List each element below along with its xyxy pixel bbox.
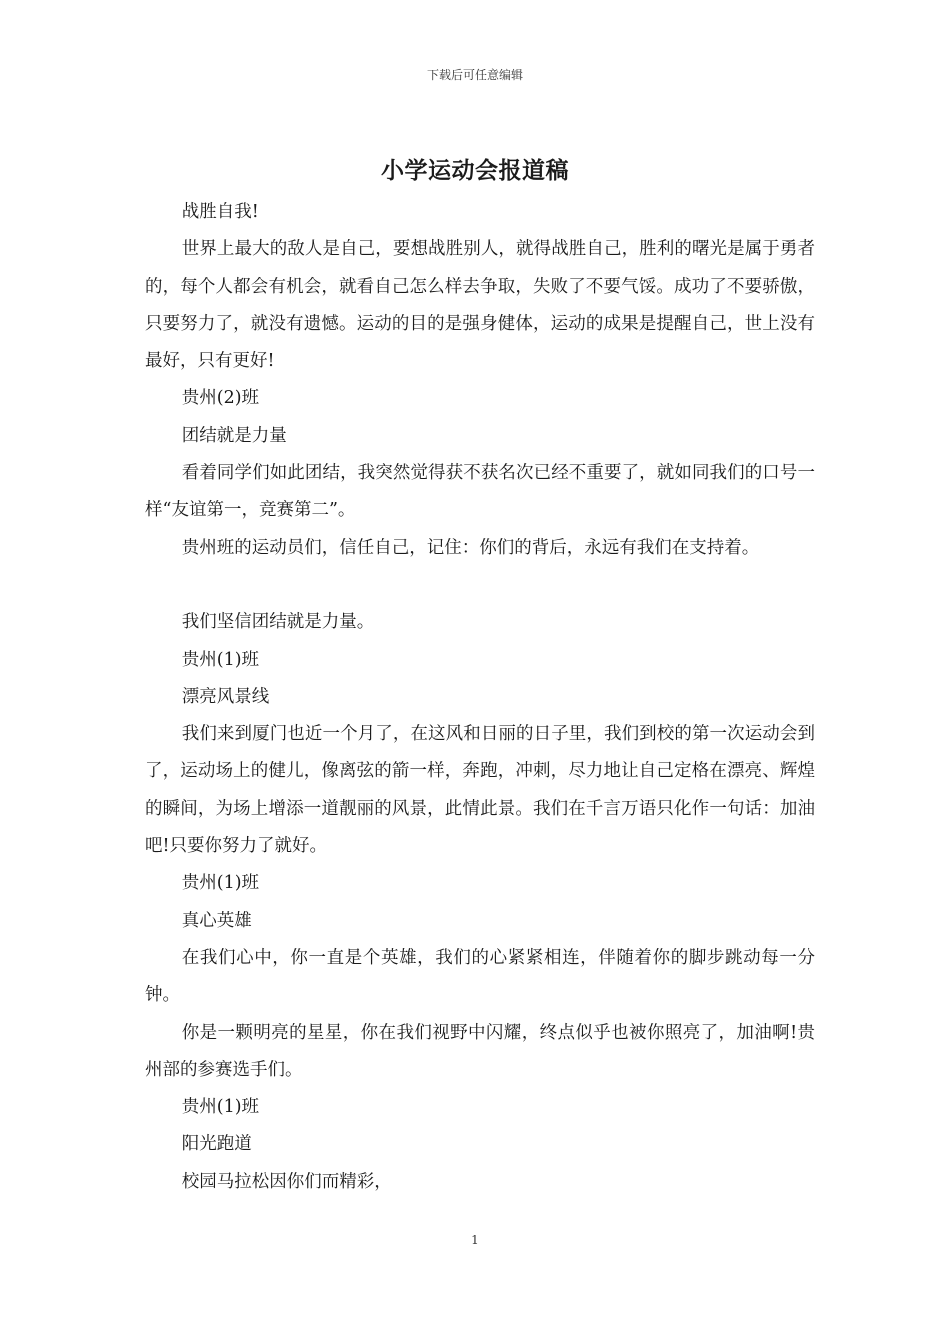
paragraph: 看着同学们如此团结，我突然觉得获不获名次已经不重要了，就如同我们的口号一样“友谊第一，竞赛第二”。: [145, 463, 815, 521]
paragraph: 战胜自我!: [181, 202, 259, 222]
blank-line: [145, 567, 815, 604]
paragraph: 贵州班的运动员们，信任自己，记住：你们的背后，永远有我们在支持着。: [181, 537, 760, 558]
paragraph: 漂亮风景线: [181, 686, 270, 707]
paragraph: 真心英雄: [181, 910, 252, 931]
paragraph: 贵州(1)班: [181, 873, 260, 894]
paragraph: 贵州(1)班: [181, 649, 260, 670]
paragraph: 在我们心中，你一直是个英雄，我们的心紧紧相连，伴随着你的脚步跳动每一分钟。: [145, 947, 815, 1006]
page-header: 下载后可任意编辑: [426, 68, 523, 82]
document-title: 小学运动会报道稿: [381, 157, 569, 184]
paragraph: 团结就是力量: [181, 425, 287, 446]
paragraph: 贵州(1)班: [181, 1097, 260, 1118]
paragraph: 校园马拉松因你们而精彩，: [181, 1171, 392, 1192]
paragraph: 我们坚信团结就是力量。: [181, 612, 375, 633]
paragraph: 阳光跑道: [181, 1134, 252, 1155]
paragraph: 世界上最大的敌人是自己，要想战胜别人，就得战胜自己，胜利的曙光是属于勇者的，每个人都会有机会，就看自己怎么样去争取，失败了不要气馁。成功了不要骄傲，只要努力了，就没有遗憾。运动的目的是强身健体，运动的成果是提醒自己，世上没有最好，只有更好!: [145, 239, 815, 372]
paragraph: 贵州(2)班: [181, 388, 260, 409]
document-body: [145, 194, 815, 1201]
paragraph: 你是一颗明亮的星星，你在我们视野中闪耀，终点似乎也被你照亮了，加油啊!贵州部的参赛选手们。: [145, 1022, 815, 1080]
paragraph: 我们来到厦门也近一个月了，在这风和日丽的日子里，我们到校的第一次运动会到了，运动场上的健儿，像离弦的箭一样，奔跑，冲刺，尽力地让自己定格在漂亮、辉煌的瞬间，为场上增添一道靓丽的风景，此情此景。我们在千言万语只化作一句话：加油吧!只要你努力了就好。: [145, 724, 815, 857]
page-number: 1: [471, 1233, 479, 1247]
